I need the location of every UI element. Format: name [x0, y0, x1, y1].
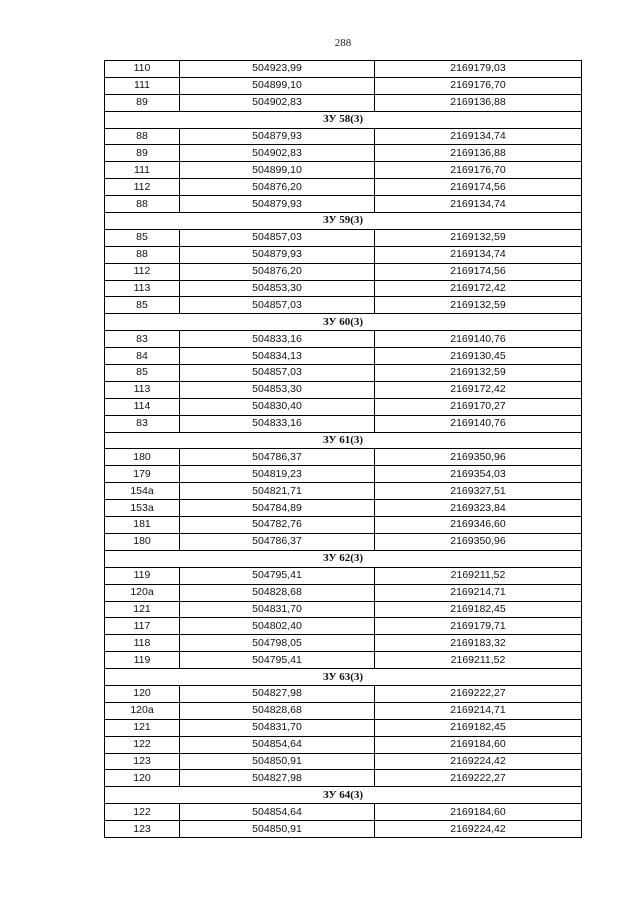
- x-coordinate-cell: 504795,41: [180, 567, 375, 584]
- y-coordinate-cell: 2169134,74: [375, 246, 582, 263]
- x-coordinate-cell: 504857,03: [180, 297, 375, 314]
- y-coordinate-cell: 2169179,03: [375, 61, 582, 78]
- x-coordinate-cell: 504857,03: [180, 365, 375, 382]
- point-number-cell: 85: [105, 229, 180, 246]
- x-coordinate-cell: 504853,30: [180, 381, 375, 398]
- point-number-cell: 120а: [105, 584, 180, 601]
- point-number-cell: 88: [105, 128, 180, 145]
- table-row: [105, 466, 582, 483]
- x-coordinate-cell: 504850,91: [180, 821, 375, 838]
- section-header-row: [105, 111, 582, 128]
- table-row: [105, 77, 582, 94]
- y-coordinate-cell: 2169214,71: [375, 702, 582, 719]
- x-coordinate-cell: 504857,03: [180, 229, 375, 246]
- y-coordinate-cell: 2169176,70: [375, 77, 582, 94]
- table-row: [105, 821, 582, 838]
- point-number-cell: 111: [105, 162, 180, 179]
- point-number-cell: 89: [105, 94, 180, 111]
- point-number-cell: 88: [105, 246, 180, 263]
- point-number-cell: 118: [105, 635, 180, 652]
- y-coordinate-cell: 2169134,74: [375, 128, 582, 145]
- table-row: [105, 483, 582, 500]
- point-number-cell: 154а: [105, 483, 180, 500]
- table-row: [105, 601, 582, 618]
- y-coordinate-cell: 2169179,71: [375, 618, 582, 635]
- table-row: [105, 567, 582, 584]
- section-title: ЗУ 63(3): [105, 669, 582, 686]
- coordinates-table-body: [105, 61, 582, 838]
- y-coordinate-cell: 2169172,42: [375, 280, 582, 297]
- y-coordinate-cell: 2169132,59: [375, 229, 582, 246]
- point-number-cell: 89: [105, 145, 180, 162]
- point-number-cell: 153а: [105, 500, 180, 517]
- point-number-cell: 110: [105, 61, 180, 78]
- x-coordinate-cell: 504798,05: [180, 635, 375, 652]
- point-number-cell: 180: [105, 533, 180, 550]
- y-coordinate-cell: 2169346,60: [375, 517, 582, 534]
- section-header-row: [105, 669, 582, 686]
- y-coordinate-cell: 2169170,27: [375, 398, 582, 415]
- section-header-row: [105, 432, 582, 449]
- x-coordinate-cell: 504834,13: [180, 348, 375, 365]
- x-coordinate-cell: 504902,83: [180, 94, 375, 111]
- section-title: ЗУ 60(3): [105, 314, 582, 331]
- point-number-cell: 120: [105, 770, 180, 787]
- table-row: [105, 128, 582, 145]
- x-coordinate-cell: 504879,93: [180, 128, 375, 145]
- table-row: [105, 162, 582, 179]
- y-coordinate-cell: 2169176,70: [375, 162, 582, 179]
- x-coordinate-cell: 504879,93: [180, 196, 375, 213]
- point-number-cell: 85: [105, 365, 180, 382]
- table-row: [105, 753, 582, 770]
- x-coordinate-cell: 504831,70: [180, 719, 375, 736]
- x-coordinate-cell: 504795,41: [180, 652, 375, 669]
- table-row: [105, 719, 582, 736]
- point-number-cell: 113: [105, 381, 180, 398]
- table-row: [105, 145, 582, 162]
- x-coordinate-cell: 504821,71: [180, 483, 375, 500]
- point-number-cell: 83: [105, 331, 180, 348]
- table-row: [105, 229, 582, 246]
- x-coordinate-cell: 504830,40: [180, 398, 375, 415]
- x-coordinate-cell: 504853,30: [180, 280, 375, 297]
- section-header-row: [105, 314, 582, 331]
- x-coordinate-cell: 504827,98: [180, 770, 375, 787]
- table-row: [105, 685, 582, 702]
- y-coordinate-cell: 2169132,59: [375, 365, 582, 382]
- x-coordinate-cell: 504854,64: [180, 804, 375, 821]
- y-coordinate-cell: 2169350,96: [375, 449, 582, 466]
- point-number-cell: 122: [105, 804, 180, 821]
- x-coordinate-cell: 504854,64: [180, 736, 375, 753]
- table-row: [105, 297, 582, 314]
- table-row: [105, 635, 582, 652]
- table-row: [105, 770, 582, 787]
- table-row: [105, 415, 582, 432]
- point-number-cell: 120: [105, 685, 180, 702]
- y-coordinate-cell: 2169136,88: [375, 94, 582, 111]
- x-coordinate-cell: 504819,23: [180, 466, 375, 483]
- x-coordinate-cell: 504833,16: [180, 415, 375, 432]
- section-title: ЗУ 62(3): [105, 550, 582, 567]
- section-title: ЗУ 64(3): [105, 787, 582, 804]
- point-number-cell: 119: [105, 652, 180, 669]
- table-row: [105, 331, 582, 348]
- y-coordinate-cell: 2169140,76: [375, 331, 582, 348]
- x-coordinate-cell: 504899,10: [180, 77, 375, 94]
- table-row: [105, 618, 582, 635]
- table-row: [105, 263, 582, 280]
- y-coordinate-cell: 2169136,88: [375, 145, 582, 162]
- point-number-cell: 179: [105, 466, 180, 483]
- point-number-cell: 88: [105, 196, 180, 213]
- point-number-cell: 117: [105, 618, 180, 635]
- table-row: [105, 365, 582, 382]
- x-coordinate-cell: 504831,70: [180, 601, 375, 618]
- table-row: [105, 94, 582, 111]
- y-coordinate-cell: 2169134,74: [375, 196, 582, 213]
- x-coordinate-cell: 504802,40: [180, 618, 375, 635]
- table-row: [105, 736, 582, 753]
- x-coordinate-cell: 504782,76: [180, 517, 375, 534]
- y-coordinate-cell: 2169140,76: [375, 415, 582, 432]
- y-coordinate-cell: 2169354,03: [375, 466, 582, 483]
- point-number-cell: 121: [105, 601, 180, 618]
- y-coordinate-cell: 2169222,27: [375, 685, 582, 702]
- y-coordinate-cell: 2169222,27: [375, 770, 582, 787]
- table-row: [105, 280, 582, 297]
- section-header-row: [105, 787, 582, 804]
- y-coordinate-cell: 2169224,42: [375, 753, 582, 770]
- y-coordinate-cell: 2169327,51: [375, 483, 582, 500]
- y-coordinate-cell: 2169130,45: [375, 348, 582, 365]
- y-coordinate-cell: 2169174,56: [375, 179, 582, 196]
- y-coordinate-cell: 2169183,32: [375, 635, 582, 652]
- point-number-cell: 122: [105, 736, 180, 753]
- table-row: [105, 500, 582, 517]
- table-row: [105, 517, 582, 534]
- point-number-cell: 85: [105, 297, 180, 314]
- point-number-cell: 123: [105, 753, 180, 770]
- x-coordinate-cell: 504879,93: [180, 246, 375, 263]
- y-coordinate-cell: 2169214,71: [375, 584, 582, 601]
- point-number-cell: 123: [105, 821, 180, 838]
- y-coordinate-cell: 2169172,42: [375, 381, 582, 398]
- x-coordinate-cell: 504923,99: [180, 61, 375, 78]
- y-coordinate-cell: 2169182,45: [375, 719, 582, 736]
- section-title: ЗУ 58(3): [105, 111, 582, 128]
- point-number-cell: 111: [105, 77, 180, 94]
- y-coordinate-cell: 2169224,42: [375, 821, 582, 838]
- point-number-cell: 120а: [105, 702, 180, 719]
- point-number-cell: 83: [105, 415, 180, 432]
- x-coordinate-cell: 504828,68: [180, 584, 375, 601]
- table-row: [105, 804, 582, 821]
- point-number-cell: 121: [105, 719, 180, 736]
- x-coordinate-cell: 504786,37: [180, 449, 375, 466]
- y-coordinate-cell: 2169323,84: [375, 500, 582, 517]
- x-coordinate-cell: 504902,83: [180, 145, 375, 162]
- point-number-cell: 181: [105, 517, 180, 534]
- point-number-cell: 84: [105, 348, 180, 365]
- x-coordinate-cell: 504876,20: [180, 179, 375, 196]
- section-header-row: [105, 213, 582, 230]
- x-coordinate-cell: 504833,16: [180, 331, 375, 348]
- x-coordinate-cell: 504784,89: [180, 500, 375, 517]
- table-row: [105, 179, 582, 196]
- section-title: ЗУ 61(3): [105, 432, 582, 449]
- point-number-cell: 119: [105, 567, 180, 584]
- point-number-cell: 180: [105, 449, 180, 466]
- y-coordinate-cell: 2169132,59: [375, 297, 582, 314]
- y-coordinate-cell: 2169211,52: [375, 652, 582, 669]
- y-coordinate-cell: 2169350,96: [375, 533, 582, 550]
- table-row: [105, 652, 582, 669]
- table-row: [105, 381, 582, 398]
- point-number-cell: 114: [105, 398, 180, 415]
- x-coordinate-cell: 504786,37: [180, 533, 375, 550]
- section-title: ЗУ 59(3): [105, 213, 582, 230]
- y-coordinate-cell: 2169174,56: [375, 263, 582, 280]
- x-coordinate-cell: 504876,20: [180, 263, 375, 280]
- table-row: [105, 246, 582, 263]
- section-header-row: [105, 550, 582, 567]
- point-number-cell: 113: [105, 280, 180, 297]
- table-row: [105, 702, 582, 719]
- page-number: 288: [334, 37, 352, 49]
- table-row: [105, 196, 582, 213]
- y-coordinate-cell: 2169211,52: [375, 567, 582, 584]
- coordinates-table: [104, 60, 582, 838]
- y-coordinate-cell: 2169182,45: [375, 601, 582, 618]
- table-row: [105, 398, 582, 415]
- y-coordinate-cell: 2169184,60: [375, 804, 582, 821]
- x-coordinate-cell: 504850,91: [180, 753, 375, 770]
- y-coordinate-cell: 2169184,60: [375, 736, 582, 753]
- x-coordinate-cell: 504828,68: [180, 702, 375, 719]
- table-row: [105, 533, 582, 550]
- table-row: [105, 348, 582, 365]
- point-number-cell: 112: [105, 263, 180, 280]
- point-number-cell: 112: [105, 179, 180, 196]
- x-coordinate-cell: 504899,10: [180, 162, 375, 179]
- table-row: [105, 584, 582, 601]
- table-row: [105, 61, 582, 78]
- table-row: [105, 449, 582, 466]
- x-coordinate-cell: 504827,98: [180, 685, 375, 702]
